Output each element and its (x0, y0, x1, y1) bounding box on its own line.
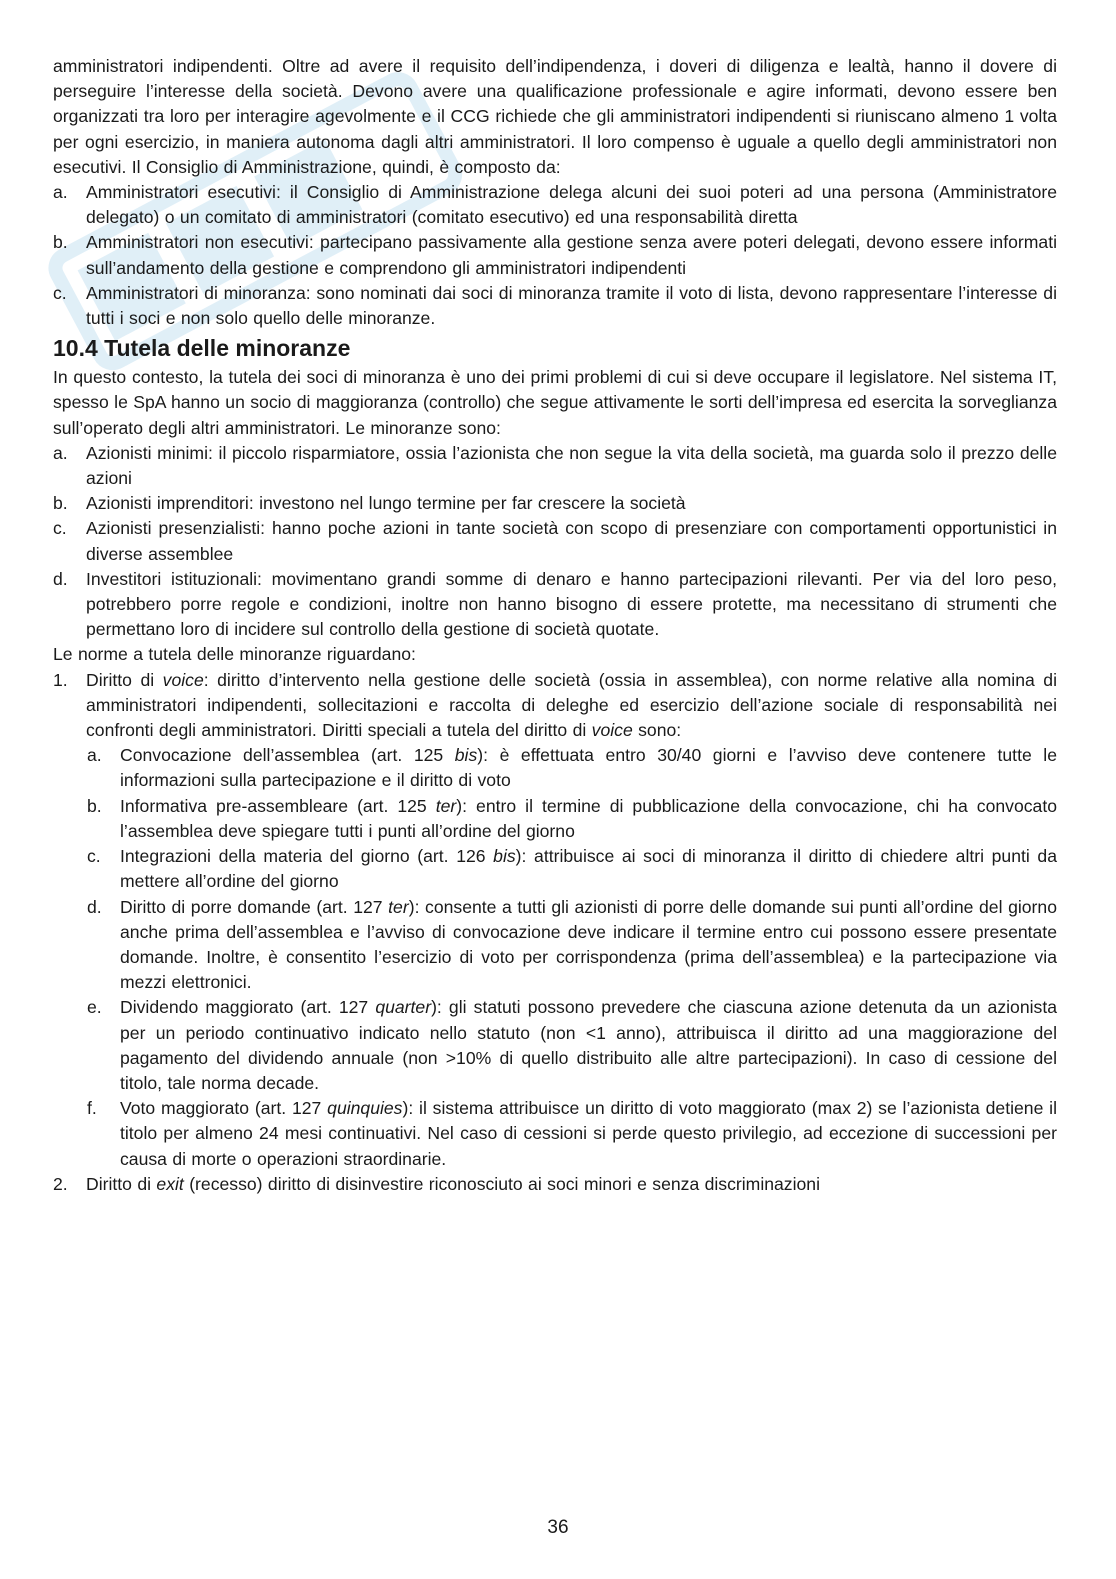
right-post: ): gli statuti possono prevedere che ciascuna azione detenuta da un azionista per un periodo continuativo indicato nello statuto (non <1 anno), attribuisca il diritto ad una maggiorazione del pagamento del dividendo annuale (non >10% di quello distribuito alle altre partecipazioni). In caso di cessione del titolo, tale norma decade. (120, 997, 1057, 1093)
list-marker: c. (53, 282, 67, 303)
right-pre: Convocazione dell’assemblea (art. 125 (120, 745, 455, 766)
list-marker: b. (87, 795, 102, 816)
list-marker: e. (87, 997, 102, 1018)
right-pre: Voto maggiorato (art. 127 (120, 1098, 328, 1119)
list-marker: c. (53, 518, 67, 539)
exit-pre: Diritto di (86, 1173, 157, 1194)
list-item-text: Amministratori di minoranza: sono nominati dai soci di minoranza tramite il voto di lista, devono rappresentare l’interesse di tutti i soci e non solo quello delle minoranze. (86, 282, 1057, 329)
voice-post-2: sono: (632, 720, 682, 741)
list-item-text: Amministratori esecutivi: il Consiglio di Amministrazione delega alcuni dei suoi poteri ad una persona (Amministratore delegato) o un comitato di amministratori (comitato esecutivo) ed una responsabilità diretta (86, 182, 1057, 228)
list-item-text: Azionisti minimi: il piccolo risparmiatore, ossia l’azionista che non segue la vita della società, ma guarda solo il prezzo delle azioni (86, 442, 1057, 489)
exit-right-item (53, 1172, 1057, 1197)
list-marker: d. (87, 896, 102, 917)
voice-post: : diritto d’intervento nella gestione delle società (ossia in assemblea), con norme relative alla nomina di amministratori indipendenti, sollecitazioni e raccolta di deleghe ed esercizio dell’azione sociale di responsabilità nei confronti degli amministratori. Diritti speciali a tutela del diritto di (86, 669, 1057, 741)
exit-term: exit (156, 1173, 184, 1194)
exit-post: (recesso) diritto di disinvestire riconosciuto ai soci minori e senza discriminazioni (183, 1173, 820, 1194)
list-marker: b. (53, 232, 68, 253)
minorities-list (53, 441, 1057, 643)
list-item (53, 995, 1057, 1096)
right-pre: Diritto di porre domande (art. 127 (120, 896, 389, 917)
list-item-text: Azionisti presenzialisti: hanno poche azioni in tante società con scopo di presenziare con comportamenti opportunistici in diverse assemblee (86, 518, 1057, 564)
list-marker: 1. (53, 669, 68, 690)
list-item (53, 230, 1057, 280)
special-rights-list (53, 743, 1057, 1171)
right-post: ): è effettuata entro 30/40 giorni e l’avviso deve contenere tutte le informazioni sulla partecipazione e il diritto di voto (120, 745, 1058, 791)
voice-term: voice (162, 669, 204, 690)
list-item (53, 491, 1057, 516)
right-pre: Integrazioni della materia del giorno (art. 126 (120, 846, 494, 867)
right-article-suffix: bis (493, 846, 516, 867)
right-post: ): attribuisce ai soci di minoranza il diritto di chiedere altri punti da mettere all’ordine del giorno (120, 846, 1057, 892)
right-post: ): il sistema attribuisce un diritto di voto maggiorato (max 2) se l’azionista detiene il titolo per almeno 24 mesi continuativi. Nel caso di cessioni si perde questo privilegio, ad eccezione di successioni per causa di morte o operazioni straordinarie. (120, 1098, 1057, 1169)
right-post: ): consente a tutti gli azionisti di porre delle domande sui punti all’ordine del giorno anche prima dell’assemblea e l’avviso di convocazione deve indicare il termine entro cui possono essere presentate domande. Inoltre, è consentito l’esercizio di voto per corrispondenza (prima dell’assemblea) e la partecipazione via mezzi elettronici. (120, 896, 1057, 993)
voice-term-2: voice (591, 720, 633, 741)
list-item (53, 516, 1057, 566)
right-pre: Dividendo maggiorato (art. 127 (120, 997, 376, 1018)
list-item (53, 567, 1057, 643)
list-marker: f. (87, 1098, 97, 1119)
list-item (53, 1096, 1057, 1172)
right-article-suffix: quarter (375, 997, 432, 1018)
page-number: 36 (547, 1517, 569, 1538)
section-heading: 10.4 Tutela delle minoranze (53, 335, 351, 362)
intro-paragraph: amministratori indipendenti. Oltre ad avere il requisito dell’indipendenza, i doveri di diligenza e lealtà, hanno il dovere di perseguire l’interesse della società. Devono avere una qualificazione professionale e agire informati, devono essere ben organizzati tra loro per interagire agevolmente e il CCG richiede che gli amministratori indipendenti si riuniscano almeno 1 volta per ogni esercizio, in maniera autonoma dagli altri amministratori. Il loro compenso è uguale a quello degli amministratori non esecutivi. Il Consiglio di Amministrazione, quindi, è composto da: (53, 56, 1057, 177)
right-article-suffix: bis (454, 745, 478, 766)
right-article-suffix: ter (435, 795, 457, 816)
right-post: ): entro il termine di pubblicazione della convocazione, chi ha convocato l’assemblea deve spiegare tutti i punti all’ordine del giorno (120, 795, 1057, 841)
list-item (53, 180, 1057, 230)
list-marker: a. (53, 442, 68, 463)
list-marker: 2. (53, 1173, 68, 1194)
list-marker: c. (87, 846, 101, 867)
norms-intro: Le norme a tutela delle minoranze riguardano: (53, 644, 416, 665)
list-item (53, 743, 1057, 793)
voice-pre: Diritto di (86, 669, 163, 690)
list-item (53, 441, 1057, 491)
list-item (53, 844, 1057, 894)
list-item-text: Investitori istituzionali: movimentano grandi somme di denaro e hanno partecipazioni rilevanti. Per via del loro peso, potrebbero porre regole e condizioni, inoltre non hanno bisogno di essere protette, ma necessitano di strumenti che permettano loro di incidere sul controllo della gestione di società quotate. (86, 568, 1057, 640)
list-item-text: Amministratori non esecutivi: partecipano passivamente alla gestione senza avere poteri delegati, devono essere informati sull’andamento della gestione e comprendono gli amministratori indipendenti (86, 232, 1057, 278)
list-item (53, 794, 1057, 844)
section-paragraph: In questo contesto, la tutela dei soci di minoranza è uno dei primi problemi di cui si deve occupare il legislatore. Nel sistema IT, spesso le SpA hanno un socio di maggioranza (controllo) che segue attivamente le sorti dell’impresa ed esercita la sorveglianza sull’operato degli altri amministratori. Le minoranze sono: (53, 367, 1057, 438)
voice-right-item (53, 668, 1057, 744)
right-pre: Informativa pre-assembleare (art. 125 (120, 795, 436, 816)
document-page (53, 54, 1057, 1197)
right-article-suffix: ter (388, 896, 409, 917)
board-composition-list (53, 180, 1057, 331)
right-article-suffix: quinquies (327, 1098, 403, 1119)
list-item-text: Azionisti imprenditori: investono nel lungo termine per far crescere la società (86, 493, 686, 514)
list-item (53, 895, 1057, 996)
list-marker: d. (53, 568, 68, 589)
list-item (53, 281, 1057, 331)
list-marker: a. (53, 182, 68, 203)
list-marker: a. (87, 745, 102, 766)
list-marker: b. (53, 493, 68, 514)
